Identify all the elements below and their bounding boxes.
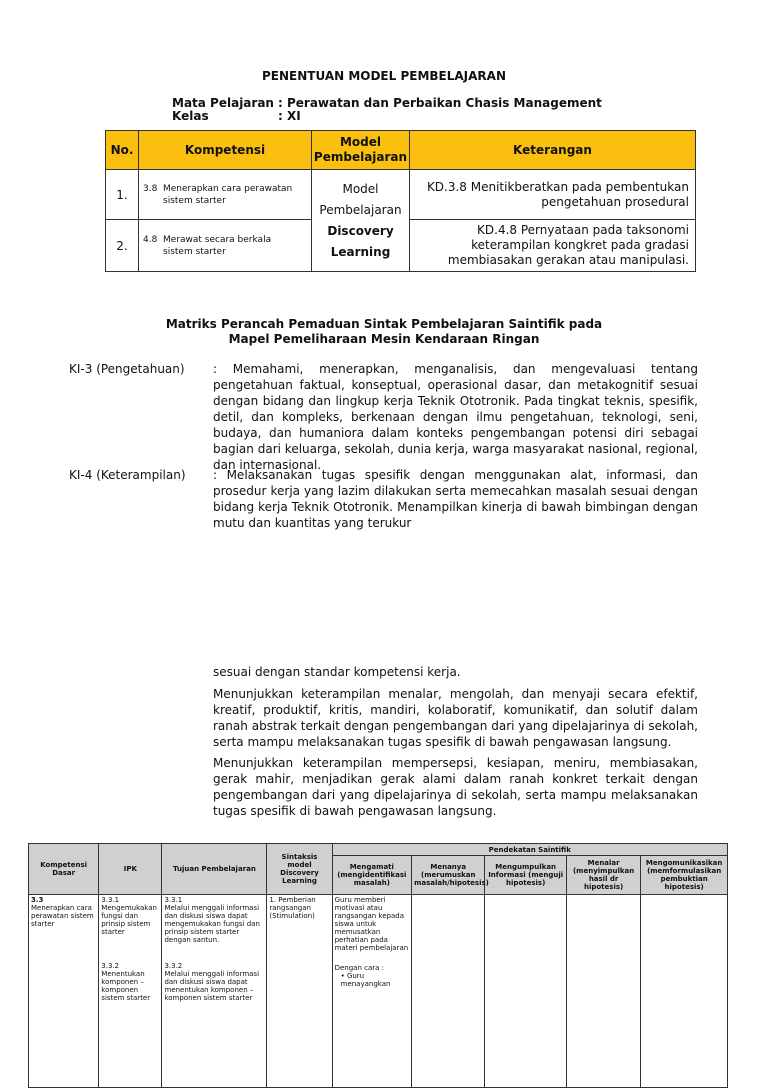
col-mengumpulkan: Mengumpulkan Informasi (menguji hipotesis) — [485, 856, 567, 895]
kd-number: 4.8 — [143, 234, 158, 245]
cell-menanya — [412, 895, 485, 1088]
mapel-value: : Perawatan dan Perbaikan Chasis Management — [278, 96, 602, 110]
model-line: Discovery — [327, 223, 394, 238]
ipk-text: Menentukan komponen – komponen sistem starter — [101, 970, 151, 1002]
kd-number: 3.3 — [31, 896, 44, 904]
cell-mengomunikasikan — [641, 895, 728, 1088]
ipk-text: Mengemukakan fungsi dan prinsip sistem starter — [101, 904, 157, 936]
cell-ipk — [99, 895, 162, 1088]
row-no: 2. — [106, 220, 139, 272]
cell-mengumpulkan — [485, 895, 567, 1088]
cell-tujuan — [162, 895, 267, 1088]
model-table — [105, 130, 696, 272]
tujuan-number: 3.3.2 — [164, 962, 183, 970]
model-line: Model — [342, 181, 379, 196]
col-menanya: Menanya (merumuskan masalah/hipotesis) — [412, 856, 485, 895]
col-mengomunikasikan: Mengomunikasikan (memformulasikan pembuktian hipotesis) — [641, 856, 728, 895]
matrix-table — [28, 843, 728, 1088]
cell-menalar — [566, 895, 640, 1088]
section-heading-line: Matriks Perancah Pemaduan Sintak Pembelajaran Saintifik pada — [165, 317, 603, 331]
row-keterangan: KD.4.8 Pernyataan pada taksonomi keterampilan kongkret pada gradasi membiasakan gerakan atau manipulasi. — [410, 220, 696, 272]
row-kompetensi — [139, 170, 312, 220]
model-line: Learning — [330, 244, 391, 259]
col-kompetensi: Kompetensi — [139, 131, 312, 170]
col-menalar: Menalar (menyimpulkan hasil dr hipotesis) — [566, 856, 640, 895]
mengamati-text: Guru memberi motivasi atau rangsangan kepada siswa untuk memusatkan perhatian pada materi pembelajaran — [334, 896, 409, 952]
kd-text: Menerapkan cara perawatan sistem starter — [163, 183, 293, 206]
ki4-label: KI-4 (Keterampilan) — [69, 468, 186, 482]
kelas-value: : XI — [278, 109, 301, 123]
col-ipk: IPK — [99, 844, 162, 895]
row-kompetensi — [139, 220, 312, 272]
col-sintaksis: Sintaksis model Discovery Learning — [267, 844, 332, 895]
ki4-continuation: sesuai dengan standar kompetensi kerja. — [213, 665, 461, 679]
col-tujuan: Tujuan Pembelajaran — [162, 844, 267, 895]
mengamati-text: Dengan cara : — [334, 964, 385, 972]
tujuan-text: Melalui menggali informasi dan diskusi siswa dapat menentukan komponen – komponen sistem starter — [164, 970, 260, 1002]
row-keterangan: KD.3.8 Menitikberatkan pada pembentukan pengetahuan prosedural — [410, 170, 696, 220]
col-pendekatan-saintifik: Pendekatan Saintifik — [332, 844, 727, 856]
col-mengamati: Mengamati (mengidentifikasi masalah) — [332, 856, 411, 895]
ipk-number: 3.3.2 — [101, 962, 120, 970]
kelas-row — [172, 109, 301, 123]
cell-kompetensi-dasar — [29, 895, 99, 1088]
row-no: 1. — [106, 170, 139, 220]
page-title: PENENTUAN MODEL PEMBELAJARAN — [261, 69, 506, 83]
cell-sintaksis: 1. Pemberian rangsangan (Stimulation) — [267, 895, 332, 1088]
ipk-number: 3.3.1 — [101, 896, 120, 904]
ki4-paragraph: Menunjukkan keterampilan menalar, mengolah, dan menyaji secara efektif, kreatif, produktif, kritis, mandiri, kolaboratif, komunikatif, dan solutif dalam ranah abstrak terkait dengan pengembangan dari yang dipelajarinya di sekolah, serta mampu melaksanakan tugas spesifik di bawah pengawasan langsung. — [213, 687, 698, 749]
kd-number: 3.8 — [143, 183, 158, 194]
ki3-text: : Memahami, menerapkan, menganalisis, dan mengevaluasi tentang pengetahuan faktual, konseptual, operasional dasar, dan metakognitif sesuai dengan bidang dan lingkup kerja Teknik Ototronik. Pada tingkat teknis, spesifik, detil, dan kompleks, berkenaan dengan ilmu pengetahuan, teknologi, seni, budaya, dan humaniora dalam konteks pengembangan potensi diri sebagai bagian dari keluarga, sekolah, dunia kerja, warga masyarakat nasional, regional, dan internasional. — [213, 362, 698, 472]
col-model: Model Pembelajaran — [312, 131, 410, 170]
kelas-label: Kelas — [172, 109, 209, 123]
table-row — [29, 895, 728, 1088]
col-keterangan: Keterangan — [410, 131, 696, 170]
mengamati-bullet: • Guru menayangkan — [340, 972, 391, 988]
cell-mengamati — [332, 895, 411, 1088]
kd-text: Merawat secara berkala sistem starter — [163, 234, 272, 257]
section-heading-line: Mapel Pemeliharaan Mesin Kendaraan Ringan — [228, 332, 540, 346]
table-row — [106, 170, 696, 220]
ki4-paragraph: Menunjukkan keterampilan mempersepsi, kesiapan, meniru, membiasakan, gerak mahir, menjadikan gerak alami dalam ranah konkret terkait dengan pengembangan dari yang dipelajarinya di sekolah, serta mampu melaksanakan tugas spesifik di bawah pengawasan langsung. — [213, 756, 698, 818]
tujuan-number: 3.3.1 — [164, 896, 183, 904]
row-model — [312, 170, 410, 272]
kd-text: Menerapkan cara perawatan sistem starter — [31, 904, 94, 928]
mapel-row — [172, 96, 602, 110]
ki3-label: KI-3 (Pengetahuan) — [69, 362, 185, 376]
section-heading — [0, 317, 768, 347]
model-line: Pembelajaran — [319, 202, 402, 217]
mapel-label: Mata Pelajaran — [172, 96, 274, 110]
col-no: No. — [106, 131, 139, 170]
col-kompetensi-dasar: Kompetensi Dasar — [29, 844, 99, 895]
ki4-text: : Melaksanakan tugas spesifik dengan menggunakan alat, informasi, dan prosedur kerja yang lazim dilakukan serta memecahkan masalah sesuai dengan bidang kerja Teknik Ototronik. Menampilkan kinerja di bawah bimbingan dengan mutu dan kuantitas yang terukur — [213, 468, 698, 530]
tujuan-text: Melalui menggali informasi dan diskusi siswa dapat mengemukakan fungsi dan prinsip sistem starter dengan santun. — [164, 904, 260, 944]
